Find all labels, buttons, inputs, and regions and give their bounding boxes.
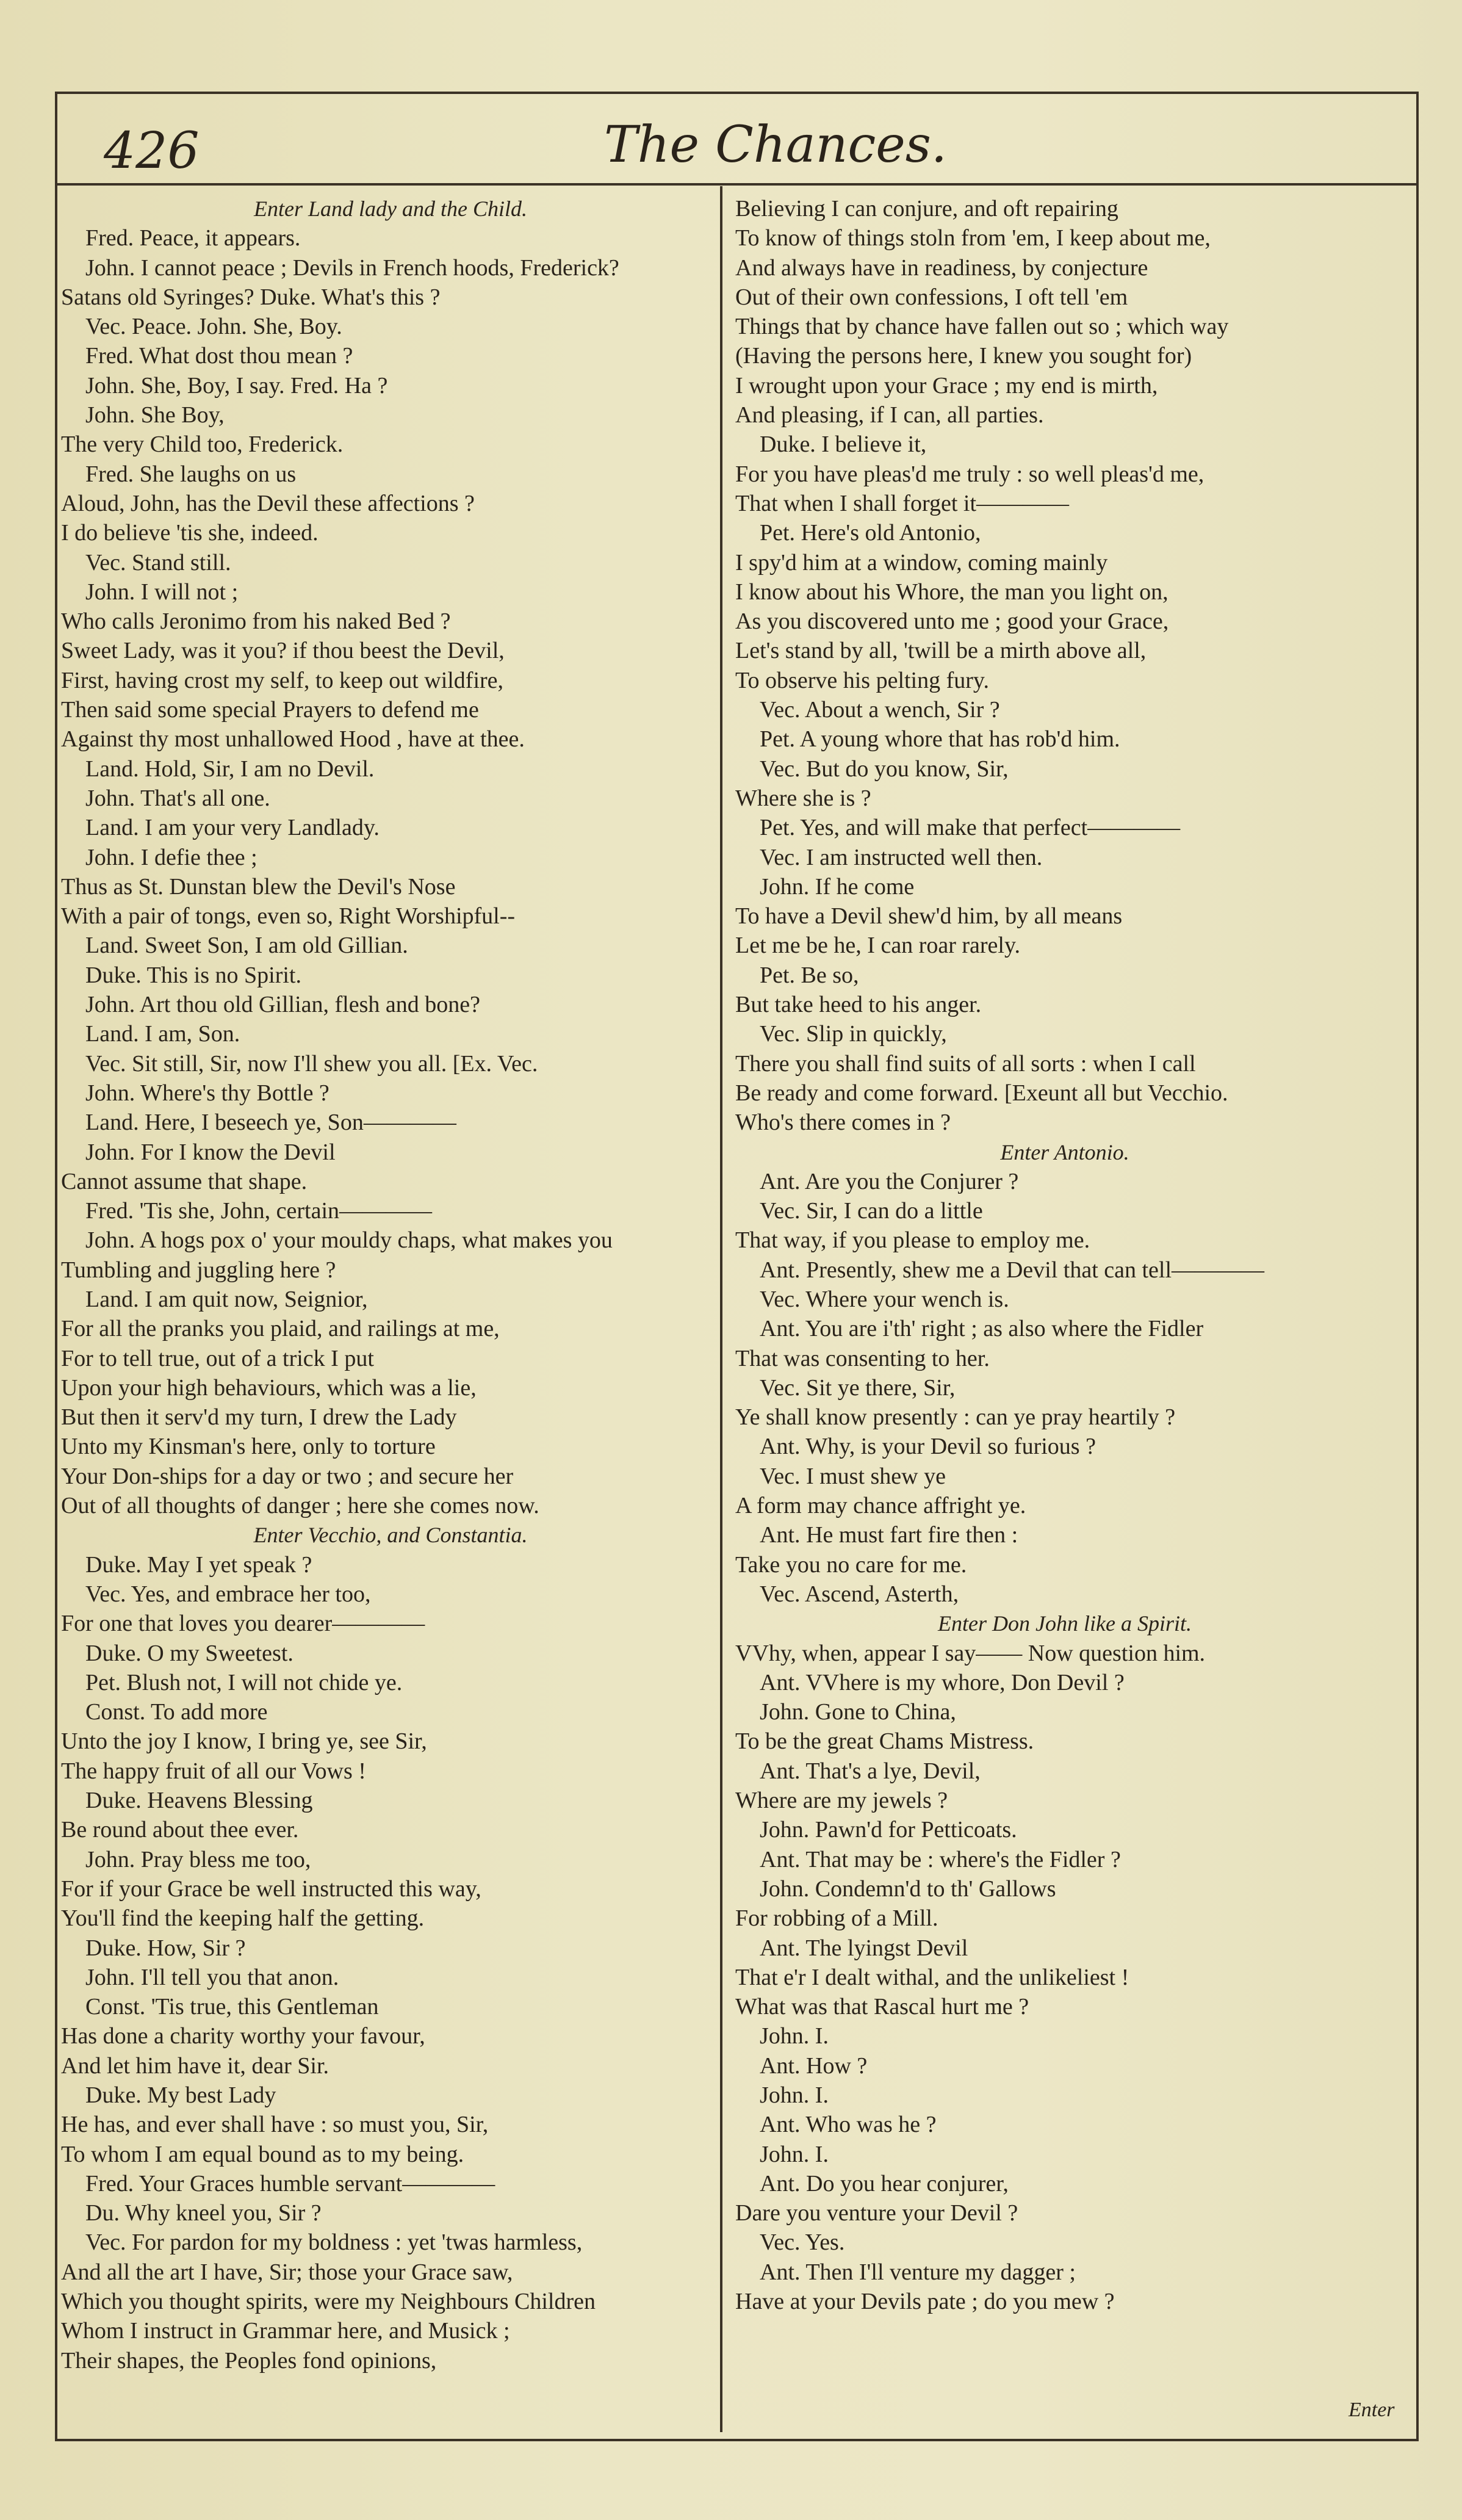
left-column (61, 194, 720, 2375)
text-line: Things that by chance have fallen out so ; which way (735, 314, 1229, 340)
text-line: Duke. Heavens Blessing (85, 1788, 313, 1814)
text-line: A form may chance affright ye. (735, 1493, 1026, 1519)
text-line: Be ready and come forward. [Exeunt all but Vecchio. (735, 1080, 1228, 1106)
text-line: John. If he come (760, 873, 915, 900)
text-line: Which you thought spirits, were my Neighbours Children (61, 2289, 596, 2315)
text-line: Ant. Do you hear conjurer, (760, 2170, 1009, 2197)
text-line: Ant. Are you the Conjurer ? (760, 1168, 1019, 1194)
text-line: To whom I am equal bound as to my being. (61, 2141, 464, 2167)
text-line: Vec. I am instructed well then. (760, 844, 1043, 870)
text-line: Pet. A young whore that has rob'd him. (760, 726, 1120, 753)
text-line: He has, and ever shall have : so must you, Sir, (61, 2112, 489, 2138)
text-line: Their shapes, the Peoples fond opinions, (61, 2347, 437, 2374)
text-line: Have at your Devils pate ; do you mew ? (735, 2289, 1115, 2315)
text-line: John. That's all one. (85, 785, 270, 811)
text-line: Thus as St. Dunstan blew the Devil's Nose (61, 873, 456, 900)
text-line: Has done a charity worthy your favour, (61, 2023, 425, 2049)
text-line: Ant. VVhere is my whore, Don Devil ? (760, 1669, 1125, 1695)
text-line: John. I cannot peace ; Devils in French hoods, Frederick? (85, 255, 619, 281)
text-line: There you shall find suits of all sorts : when I call (735, 1050, 1196, 1077)
text-line: Land. Hold, Sir, I am no Devil. (85, 756, 375, 782)
text-line: That when I shall forget it———— (735, 490, 1070, 516)
text-line: Const. 'Tis true, this Gentleman (85, 1994, 379, 2020)
text-line: John. I. (760, 2141, 829, 2167)
text-line: Upon your high behaviours, which was a lie, (61, 1374, 477, 1401)
text-line: Pet. Blush not, I will not chide ye. (85, 1669, 403, 1695)
text-line: Unto the joy I know, I bring ye, see Sir, (61, 1728, 427, 1755)
text-line: Land. I am quit now, Seignior, (85, 1286, 368, 1312)
text-line: Where are my jewels ? (735, 1788, 948, 1814)
text-line: Ant. That may be : where's the Fidler ? (760, 1846, 1121, 1872)
text-line: John. Where's thy Bottle ? (85, 1080, 329, 1106)
text-line: Vec. Peace. John. She, Boy. (85, 314, 342, 340)
text-line: John. She, Boy, I say. Fred. Ha ? (85, 372, 388, 399)
text-line: Vec. Yes, and embrace her too, (85, 1581, 371, 1607)
text-line: VVhy, when, appear I say—— Now question him. (735, 1640, 1206, 1666)
text-line: Ant. The lyingst Devil (760, 1935, 968, 1961)
text-line: You'll find the keeping half the getting. (61, 1905, 425, 1932)
text-line: Duke. I believe it, (760, 431, 927, 458)
text-line: Who's there comes in ? (735, 1110, 951, 1136)
text-line: Vec. Ascend, Asterth, (760, 1581, 959, 1607)
text-line: The happy fruit of all our Vows ! (61, 1758, 366, 1784)
text-line: Fred. 'Tis she, John, certain———— (85, 1198, 433, 1224)
text-line: Fred. Your Graces humble servant———— (85, 2170, 495, 2197)
text-line: Aloud, John, has the Devil these affections ? (61, 490, 475, 516)
text-line: Out of all thoughts of danger ; here she comes now. (61, 1493, 539, 1519)
text-line: Ant. Then I'll venture my dagger ; (760, 2259, 1076, 2285)
text-line: Satans old Syringes? Duke. What's this ? (61, 284, 441, 310)
text-line: With a pair of tongs, even so, Right Worshipful-- (61, 903, 516, 930)
text-line: Vec. Yes. (760, 2229, 845, 2256)
text-line: Vec. Slip in quickly, (760, 1021, 947, 1047)
text-line: Then said some special Prayers to defend me (61, 697, 479, 723)
text-line: Cannot assume that shape. (61, 1168, 308, 1194)
text-line: John. I will not ; (85, 579, 239, 605)
text-line: Whom I instruct in Grammar here, and Musick ; (61, 2318, 510, 2344)
text-line: And always have in readiness, by conjecture (735, 255, 1148, 281)
text-line: I wrought upon your Grace ; my end is mirth, (735, 372, 1158, 399)
text-line: Land. I am, Son. (85, 1021, 240, 1047)
stage-direction: Enter Vecchio, and Constantia. (253, 1523, 528, 1548)
text-line: John. I. (760, 2082, 829, 2108)
text-line: Ye shall know presently : can ye pray heartily ? (735, 1404, 1176, 1431)
text-line: Vec. About a wench, Sir ? (760, 697, 1000, 723)
text-line: As you discovered unto me ; good your Grace, (735, 608, 1169, 635)
text-line: Duke. This is no Spirit. (85, 962, 301, 988)
text-line: Vec. Stand still. (85, 549, 231, 576)
text-line: Ant. Why, is your Devil so furious ? (760, 1434, 1096, 1460)
text-line: Duke. May I yet speak ? (85, 1551, 312, 1578)
text-line: That was consenting to her. (735, 1345, 990, 1371)
text-line: Land. Here, I beseech ye, Son———— (85, 1110, 456, 1136)
text-line: To have a Devil shew'd him, by all means (735, 903, 1123, 930)
text-line: John. Art thou old Gillian, flesh and bone? (85, 992, 480, 1018)
text-line: John. Pray bless me too, (85, 1846, 311, 1872)
text-line: Let's stand by all, 'twill be a mirth above all, (735, 638, 1147, 664)
text-line: (Having the persons here, I knew you sought for) (735, 343, 1192, 369)
text-line: Vec. But do you know, Sir, (760, 756, 1009, 782)
text-line: Land. Sweet Son, I am old Gillian. (85, 933, 408, 959)
text-line: Let me be he, I can roar rarely. (735, 933, 1020, 959)
text-line: John. I defie thee ; (85, 844, 257, 870)
text-line: For robbing of a Mill. (735, 1905, 938, 1932)
text-line: I know about his Whore, the man you light on, (735, 579, 1169, 605)
text-line: That way, if you please to employ me. (735, 1227, 1090, 1254)
text-line: Const. To add more (85, 1699, 268, 1725)
text-line: Fred. What dost thou mean ? (85, 343, 353, 369)
text-line: What was that Rascal hurt me ? (735, 1994, 1029, 2020)
text-line: Sweet Lady, was it you? if thou beest the Devil, (61, 638, 505, 664)
text-line: To observe his pelting fury. (735, 667, 989, 693)
text-line: Land. I am your very Landlady. (85, 815, 380, 841)
text-line: Duke. My best Lady (85, 2082, 276, 2108)
text-line: Tumbling and juggling here ? (61, 1257, 336, 1283)
text-line: Ant. You are i'th' right ; as also where the Fidler (760, 1316, 1204, 1342)
text-line: Vec. Sir, I can do a little (760, 1198, 983, 1224)
stage-direction: Enter Land lady and the Child. (254, 197, 527, 221)
text-line: Your Don-ships for a day or two ; and secure her (61, 1463, 514, 1489)
page-number: 426 (104, 122, 200, 180)
text-line: First, having crost my self, to keep out wildfire, (61, 667, 504, 693)
text-line: Ant. How ? (760, 2052, 868, 2079)
text-line: John. Gone to China, (760, 1699, 956, 1725)
text-line: Vec. Where your wench is. (760, 1286, 1009, 1312)
text-line: And let him have it, dear Sir. (61, 2052, 329, 2079)
text-line: Vec. For pardon for my boldness : yet 'twas harmless, (85, 2229, 583, 2256)
text-line: John. Pawn'd for Petticoats. (760, 1817, 1017, 1843)
text-line: Du. Why kneel you, Sir ? (85, 2200, 322, 2226)
text-line: For if your Grace be well instructed this way, (61, 1876, 481, 1902)
text-line: John. Condemn'd to th' Gallows (760, 1876, 1056, 1902)
text-line: Ant. That's a lye, Devil, (760, 1758, 981, 1784)
stage-direction: Enter Antonio. (1000, 1139, 1129, 1164)
text-line: Unto my Kinsman's here, only to torture (61, 1434, 436, 1460)
column-divider (720, 186, 722, 2432)
text-line: John. I'll tell you that anon. (85, 1964, 339, 1990)
text-line: John. For I know the Devil (85, 1139, 336, 1165)
text-line: Pet. Here's old Antonio, (760, 520, 981, 546)
text-line: Dare you venture your Devil ? (735, 2200, 1018, 2226)
text-line: Vec. I must shew ye (760, 1463, 946, 1489)
text-line: Ant. Who was he ? (760, 2112, 937, 2138)
text-line: For one that loves you dearer———— (61, 1611, 425, 1637)
text-line: But take heed to his anger. (735, 992, 982, 1018)
text-line: Pet. Yes, and will make that perfect———— (760, 815, 1181, 841)
stage-direction: Enter Don John like a Spirit. (938, 1611, 1192, 1636)
right-column (735, 194, 1394, 2316)
text-line: For you have pleas'd me truly : so well pleas'd me, (735, 461, 1205, 487)
text-line: Fred. Peace, it appears. (85, 225, 301, 251)
text-line: To know of things stoln from 'em, I keep about me, (735, 225, 1211, 251)
text-line: John. A hogs pox o' your mouldy chaps, what makes you (85, 1227, 613, 1254)
text-line: But then it serv'd my turn, I drew the Lady (61, 1404, 457, 1431)
text-line: To be the great Chams Mistress. (735, 1728, 1034, 1755)
text-line: For all the pranks you plaid, and railings at me, (61, 1316, 500, 1342)
text-line: I do believe 'tis she, indeed. (61, 520, 319, 546)
text-line: John. She Boy, (85, 402, 225, 428)
text-line: Believing I can conjure, and oft repairing (735, 196, 1118, 222)
text-line: That e'r I dealt withal, and the unlikeliest ! (735, 1964, 1129, 1990)
text-line: And pleasing, if I can, all parties. (735, 402, 1044, 428)
text-line: Pet. Be so, (760, 962, 859, 988)
text-line: Be round about thee ever. (61, 1817, 299, 1843)
text-line: Fred. She laughs on us (85, 461, 297, 487)
text-line: And all the art I have, Sir; those your Grace saw, (61, 2259, 513, 2285)
text-line: Vec. Sit ye there, Sir, (760, 1374, 956, 1401)
text-line: Ant. Presently, shew me a Devil that can tell———— (760, 1257, 1265, 1283)
text-line: Vec. Sit still, Sir, now I'll shew you all. [Ex. Vec. (85, 1050, 538, 1077)
text-line: Out of their own confessions, I oft tell 'em (735, 284, 1128, 310)
text-line: Ant. He must fart fire then : (760, 1522, 1018, 1548)
text-line: Duke. O my Sweetest. (85, 1640, 293, 1666)
running-title: The Chances. (604, 116, 947, 174)
text-line: Who calls Jeronimo from his naked Bed ? (61, 608, 451, 635)
header-rule (55, 183, 1419, 186)
text-line: The very Child too, Frederick. (61, 431, 344, 458)
text-line: Where she is ? (735, 785, 871, 811)
text-line: Duke. How, Sir ? (85, 1935, 246, 1961)
text-line: Take you no care for me. (735, 1551, 967, 1578)
text-line: John. I. (760, 2023, 829, 2049)
catchword: Enter (1349, 2399, 1395, 2421)
text-line: Against thy most unhallowed Hood , have at thee. (61, 726, 525, 753)
text-line: I spy'd him at a window, coming mainly (735, 549, 1108, 576)
text-line: For to tell true, out of a trick I put (61, 1345, 374, 1371)
